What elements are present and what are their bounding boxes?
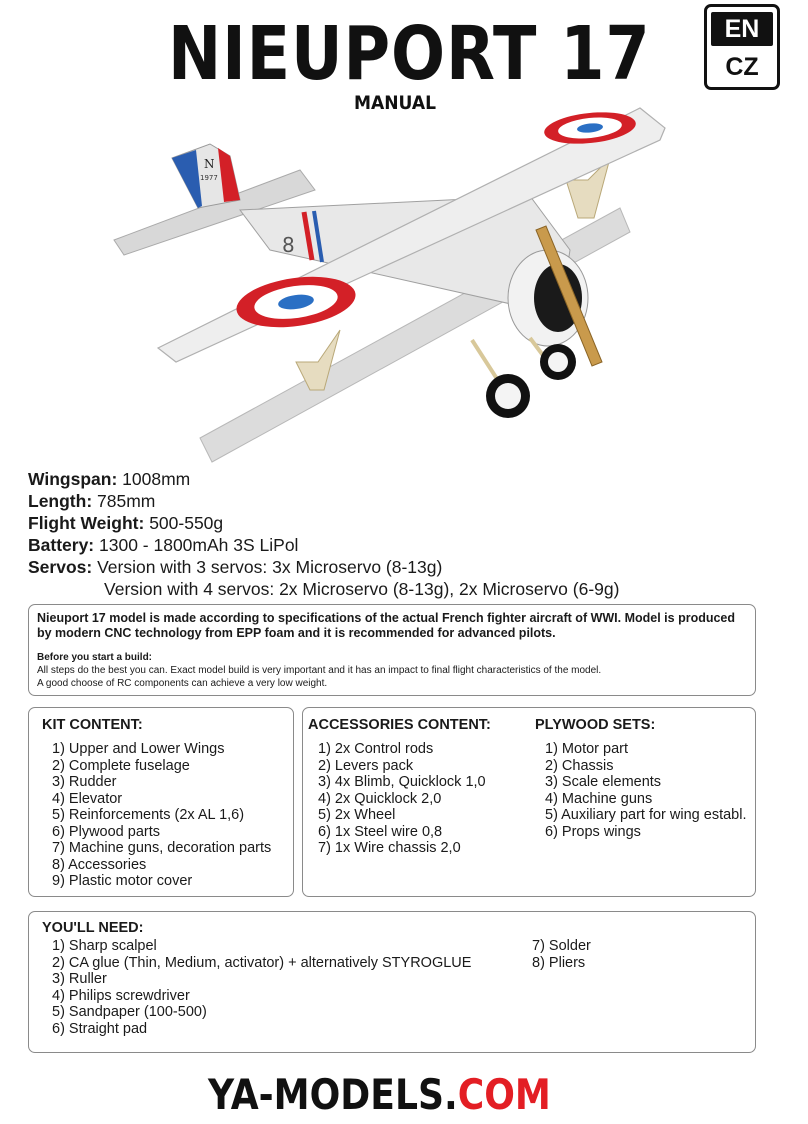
spec-servos-alt: Version with 4 servos: 2x Microservo (8-13g), 2x Microservo (6-9g)	[104, 579, 620, 599]
list-item: 5) Sandpaper (100-500)	[52, 1004, 207, 1020]
rudder-letter: N	[204, 157, 215, 171]
list-item: 1) 2x Control rods	[318, 741, 434, 757]
list-item: 3) 4x Blimb, Quicklock 1,0	[318, 774, 486, 790]
intro-box	[28, 604, 756, 696]
specs-block	[28, 468, 748, 600]
list-item: 6) Straight pad	[52, 1020, 148, 1037]
youll-need-left-column	[42, 938, 471, 1037]
youll-need-heading: YOU'LL NEED:	[42, 920, 144, 936]
intro-lead: Nieuport 17 model is made according to specifications of the actual French fighter aircraft of WWI. Model is produced by modern CNC technology from EPP foam and it is recommended for advanced pilots.	[37, 611, 736, 640]
list-item: 2) CA glue (Thin, Medium, activator) + alternatively STYROGLUE	[52, 954, 472, 971]
list-item: 3) Scale elements	[545, 774, 662, 790]
list-item: 3) Rudder	[52, 774, 117, 790]
list-item: 5) 2x Wheel	[318, 807, 396, 823]
kit-content-list	[42, 741, 293, 890]
aircraft-photo	[100, 100, 690, 470]
list-item: 8) Pliers	[532, 954, 586, 971]
rudder-number: 1977	[200, 174, 218, 182]
list-item: 1) Upper and Lower Wings	[52, 741, 225, 757]
list-item: 1) Sharp scalpel	[52, 938, 157, 954]
kit-content-heading: KIT CONTENT:	[42, 717, 143, 733]
list-item: 4) Philips screwdriver	[52, 987, 190, 1004]
youll-need-list-2	[522, 938, 591, 971]
language-en: EN	[711, 12, 773, 46]
brand-logo	[208, 1068, 552, 1122]
plywood-heading: PLYWOOD SETS:	[535, 717, 656, 733]
list-item: 6) 1x Steel wire 0,8	[318, 823, 443, 840]
youll-need-list	[42, 938, 471, 1037]
fuselage-number: 8	[282, 233, 295, 257]
list-item: 6) Plywood parts	[52, 823, 160, 840]
plywood-sets	[535, 716, 746, 840]
kit-content-box	[28, 707, 294, 897]
language-badge	[704, 4, 780, 90]
brand-logo-tld: COM	[457, 1070, 551, 1119]
page-title: NIEUPORT 17	[168, 11, 651, 97]
plywood-list	[535, 741, 746, 840]
list-item: 7) Machine guns, decoration parts	[52, 840, 272, 856]
list-item: 4) Machine guns	[545, 790, 653, 807]
spec-length: Length: 785mm	[28, 491, 156, 511]
list-item: 5) Reinforcements (2x AL 1,6)	[52, 807, 245, 823]
list-item: 2) Complete fuselage	[52, 757, 190, 774]
wheel-right-hub	[548, 352, 568, 372]
page-subtitle: MANUAL	[353, 92, 437, 114]
before-build-heading: Before you start a build:	[37, 652, 153, 663]
list-item: 4) 2x Quicklock 2,0	[318, 790, 442, 807]
list-item: 6) Props wings	[545, 823, 641, 840]
before-build-line-1: All steps do the best you can. Exact model build is very important and it has an impact to final flight characteristics of the model.	[37, 665, 602, 676]
list-item: 5) Auxiliary part for wing establ.	[545, 807, 747, 823]
accessories-heading: ACCESSORIES CONTENT:	[308, 717, 491, 733]
spec-wingspan: Wingspan: 1008mm	[28, 469, 191, 489]
spec-weight: Flight Weight: 500-550g	[28, 513, 224, 533]
brand-logo-main: YA-MODELS.	[208, 1070, 458, 1119]
list-item: 8) Accessories	[52, 856, 147, 873]
list-item: 9) Plastic motor cover	[52, 873, 193, 889]
list-item: 3) Ruller	[52, 971, 107, 987]
list-item: 4) Elevator	[52, 790, 123, 807]
accessories-box	[302, 707, 756, 897]
list-item: 7) 1x Wire chassis 2,0	[318, 840, 461, 856]
spec-servos: Servos: Version with 3 servos: 3x Microservo (8-13g)	[28, 557, 443, 577]
list-item: 7) Solder	[532, 938, 591, 954]
wheel-left-hub	[495, 383, 521, 409]
list-item: 2) Chassis	[545, 757, 614, 774]
youll-need-right-column	[522, 938, 591, 971]
spec-battery: Battery: 1300 - 1800mAh 3S LiPol	[28, 535, 299, 555]
before-build-line-2: A good choose of RC components can achieve a very low weight.	[37, 678, 328, 689]
youll-need-box	[28, 911, 756, 1053]
language-cz: CZ	[725, 53, 759, 81]
list-item: 2) Levers pack	[318, 757, 414, 774]
list-item: 1) Motor part	[545, 741, 628, 757]
